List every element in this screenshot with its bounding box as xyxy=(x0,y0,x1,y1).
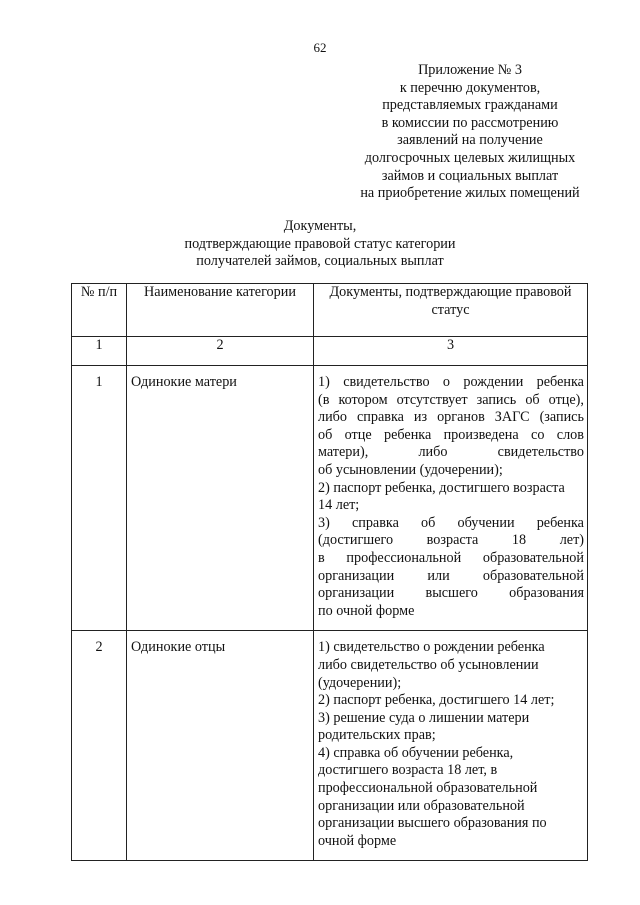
document-line xyxy=(318,480,584,498)
document-word: 14 лет; xyxy=(318,497,360,514)
document-line xyxy=(318,550,584,568)
annex-line: Приложение № 3 xyxy=(418,62,522,78)
document-word: ЗАГС xyxy=(494,409,530,426)
document-word: по очной форме xyxy=(318,602,415,619)
row-number: 1 xyxy=(72,366,127,631)
document-line: достигшего возраста 18 лет, в xyxy=(318,762,498,779)
document-line: родительских прав; xyxy=(318,727,436,744)
annex-line: в комиссии по рассмотрению xyxy=(381,114,559,131)
document-word: 1) xyxy=(318,374,330,390)
document-word: организации xyxy=(318,585,395,602)
document-word: лет) xyxy=(559,532,584,549)
document-word: либо xyxy=(418,444,448,461)
document-line: 2) паспорт ребенка, достигшего 14 лет; xyxy=(318,692,555,709)
document-word: об xyxy=(421,514,436,531)
document-word: ребенка xyxy=(536,374,584,390)
document-word: произведена xyxy=(443,426,519,443)
documents-list xyxy=(314,631,588,861)
document-line xyxy=(318,532,584,550)
document-word: отсутствует xyxy=(396,391,468,408)
document-word: 2) паспорт ребенка, достигшего возраста xyxy=(318,479,565,496)
document-line: очной форме xyxy=(318,832,397,849)
document-word: обучении xyxy=(457,514,515,531)
table-row xyxy=(72,631,588,861)
document-line xyxy=(318,374,584,392)
document-word: об xyxy=(525,391,540,408)
annex-line: на приобретение жилых помещений xyxy=(360,185,580,202)
document-line: организации высшего образования по xyxy=(318,815,547,832)
annex-header xyxy=(340,62,600,203)
document-word: отце), xyxy=(548,391,584,408)
annex-line: заявлений на получение xyxy=(397,132,543,149)
title-line: подтверждающие правовой статус категории xyxy=(184,235,456,252)
document-word: 3) xyxy=(318,514,330,531)
document-line xyxy=(318,585,584,603)
document-word: (в xyxy=(318,391,330,408)
document-word: матери), xyxy=(318,444,369,461)
documents-list xyxy=(314,366,588,631)
document-line xyxy=(318,462,584,480)
document-line: организации или образовательной xyxy=(318,797,525,814)
column-number-2: 2 xyxy=(127,337,314,366)
column-number-3: 3 xyxy=(314,337,588,366)
document-line xyxy=(318,568,584,586)
document-word: в xyxy=(318,549,325,566)
category-name: Одинокие матери xyxy=(127,366,314,631)
document-word: образовательной xyxy=(482,549,584,566)
document-word: высшего xyxy=(425,585,478,602)
document-line: профессиональной образовательной xyxy=(318,780,538,797)
document-word: (достигшего xyxy=(318,532,394,549)
document-word: запись xyxy=(476,391,517,408)
row-number: 2 xyxy=(72,631,127,861)
document-word: профессиональной xyxy=(346,549,462,566)
document-line xyxy=(318,515,584,533)
document-title xyxy=(0,218,640,271)
document-word: рождении xyxy=(463,374,524,390)
document-line: (удочерении); xyxy=(318,674,402,691)
document-word: 18 xyxy=(511,532,527,549)
table-header-row xyxy=(72,284,588,337)
annex-line: представляемых гражданами xyxy=(382,97,558,114)
document-line: 1) свидетельство о рождении ребенка xyxy=(318,639,545,656)
annex-line: к перечню документов, xyxy=(399,79,541,96)
document-word: котором xyxy=(338,391,388,408)
document-word: образования xyxy=(509,585,584,602)
document-line: 3) решение суда о лишении матери xyxy=(318,709,530,726)
annex-line: долгосрочных целевых жилищных xyxy=(364,149,576,166)
document-word: органов xyxy=(437,409,485,426)
document-line xyxy=(318,497,584,515)
document-word: образовательной xyxy=(482,567,584,584)
table-row xyxy=(72,366,588,631)
header-number: № п/п xyxy=(72,284,127,337)
document-line xyxy=(318,392,584,410)
document-word: свидетельство xyxy=(497,444,584,461)
document-line xyxy=(318,444,584,462)
document-word: свидетельство xyxy=(343,374,430,390)
document-word: о xyxy=(442,374,450,390)
document-word: слов xyxy=(556,426,584,443)
document-word: со xyxy=(531,426,545,443)
column-numbers-row xyxy=(72,337,588,366)
category-name: Одинокие отцы xyxy=(127,631,314,861)
document-word: ребенка xyxy=(383,426,432,443)
document-word: об xyxy=(318,426,333,443)
document-word: ребенка xyxy=(536,514,584,531)
document-line: либо свидетельство об усыновлении xyxy=(318,656,539,673)
document-line xyxy=(318,409,584,427)
header-documents: Документы, подтверждающие правовой статус xyxy=(314,284,588,337)
title-line: Документы, xyxy=(283,218,357,234)
document-word: организации xyxy=(318,567,395,584)
document-word: отце xyxy=(344,426,372,443)
document-line: 4) справка об обучении ребенка, xyxy=(318,744,514,761)
document-word: об усыновлении (удочерении); xyxy=(318,461,503,478)
column-number-1: 1 xyxy=(72,337,127,366)
document-word: справка xyxy=(351,514,399,531)
title-line: получателей займов, социальных выплат xyxy=(196,253,444,270)
header-category: Наименование категории xyxy=(127,284,314,337)
document-word: из xyxy=(413,409,428,426)
document-word: (запись xyxy=(539,409,584,426)
annex-line: займов и социальных выплат xyxy=(381,167,559,184)
page-number: 62 xyxy=(313,40,327,55)
documents-table xyxy=(71,283,588,861)
document-line xyxy=(318,603,584,621)
document-word: либо xyxy=(318,409,347,426)
document-word: или xyxy=(427,567,450,584)
document-word: справка xyxy=(356,409,404,426)
document-word: возраста xyxy=(426,532,479,549)
document-line xyxy=(318,427,584,445)
